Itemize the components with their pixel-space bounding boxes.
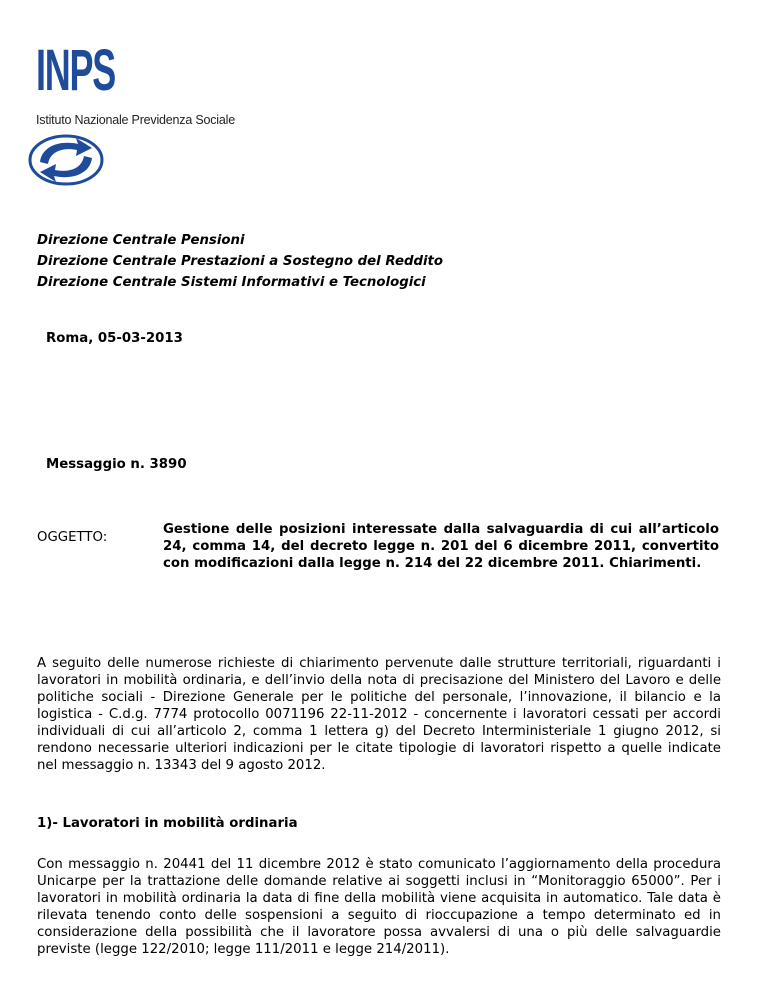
inps-arrows-logo-icon (26, 132, 106, 188)
subject-label: OGGETTO: (37, 530, 108, 545)
logo-subtitle: Istituto Nazionale Previdenza Sociale (36, 113, 235, 127)
section-1-title: 1)- Lavoratori in mobilità ordinaria (37, 816, 298, 831)
message-number: Messaggio n. 3890 (46, 457, 187, 472)
subject-text: Gestione delle posizioni interessate dalla salvaguardia di cui all’articolo 24, comma 14, del decreto legge n. 201 del 6 dicembre 2011, convertito con modificazioni dalla legge n. 214 del 22 dicembre 2011. Chiarimenti. (163, 522, 719, 571)
section-1-paragraph: Con messaggio n. 20441 del 11 dicembre 2012 è stato comunicato l’aggiornamento della procedura Unicarpe per la trattazione delle domande relative ai soggetti inclusi in “Monitoraggio 65000”. Per i lavoratori in mobilità ordinaria la data di fine della mobilità viene acquisita in automatico. Tale data è rilevata tenendo conto delle sospensioni a seguito di rioccupazione a tempo determinato ed in considerazione della possibilità che il lavoratore possa avvalersi di una o più delle salvaguardie previste (legge 122/2010; legge 111/2011 e legge 214/2011). (37, 857, 721, 957)
inps-logo-text: INPS (36, 38, 115, 103)
directorate-income-support: Direzione Centrale Prestazioni a Sostegno del Reddito (37, 254, 444, 269)
intro-paragraph: A seguito delle numerose richieste di chiarimento pervenute dalle strutture territoriali, riguardanti i lavoratori in mobilità ordinaria, e dell’invio della nota di precisazione del Ministero del Lavoro e delle politiche sociali - Direzione Generale per le politiche del personale, l’innovazione, il bilancio e la logistica - C.d.g. 7774 protocollo 0071196 22-11-2012 - concernente i lavoratori cessati per accordi individuali di cui all’articolo 2, comma 1 lettera g) del Decreto Interministeriale 1 giugno 2012, si rendono necessarie ulteriori indicazioni per le citate tipologie di lavoratori rispetto a quelle indicate nel messaggio n. 13343 del 9 agosto 2012. (37, 656, 721, 773)
directorate-pensions: Direzione Centrale Pensioni (37, 233, 245, 248)
directorate-information-systems: Direzione Centrale Sistemi Informativi e Tecnologici (37, 275, 426, 290)
issuing-directorates (37, 230, 443, 293)
document-date: Roma, 05-03-2013 (46, 331, 183, 346)
